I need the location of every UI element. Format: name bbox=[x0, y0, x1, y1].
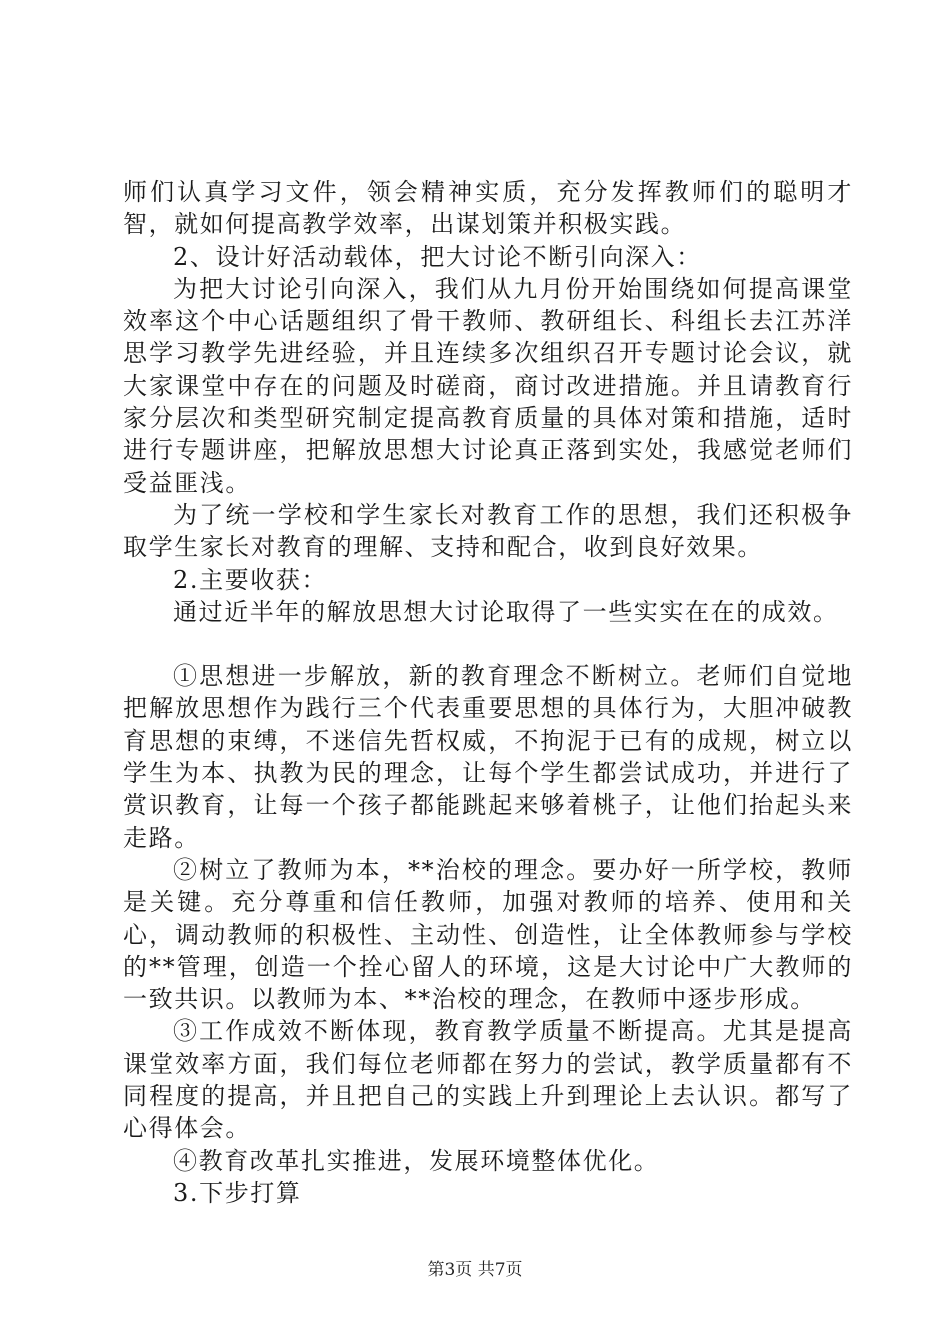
page-number-label: 第3页 共7页 bbox=[427, 1260, 523, 1280]
paragraph-6: 通过近半年的解放思想大讨论取得了一些实实在在的成效。 bbox=[173, 597, 839, 626]
paragraph-item-1: ①思想进一步解放，新的教育理念不断树立。老师们自觉地把解放思想作为践行三个代表重要思想的具体行为，大胆冲破教育思想的束缚，不迷信先哲权威，不拘泥于已有的成规，树立以学生为本、执教为民的理念，让每个学生都尝试成功，并进行了赏识教育，让每一个孩子都能跳起来够着桃子，让他们抬起头来走路。 bbox=[123, 662, 853, 852]
paragraph-item-4: ④教育改革扎实推进，发展环境整体优化。 bbox=[173, 1146, 660, 1175]
paragraph-2: 2、设计好活动载体，把大讨论不断引向深入： bbox=[173, 242, 702, 271]
page-footer bbox=[0, 1255, 950, 1280]
paragraph-1: 师们认真学习文件，领会精神实质，充分发挥教师们的聪明才智，就如何提高教学效率，出谋划策并积极实践。 bbox=[123, 178, 853, 239]
section-heading-main-gains: 2.主要收获： bbox=[173, 565, 328, 594]
paragraph-3: 为把大讨论引向深入，我们从九月份开始围绕如何提高课堂效率这个中心话题组织了骨干教师、教研组长、科组长去江苏洋思学习教学先进经验，并且连续多次组织召开专题讨论会议，就大家课堂中存在的问题及时磋商，商讨改进措施。并且请教育行家分层次和类型研究制定提高教育质量的具体对策和措施，适时进行专题讲座，把解放思想大讨论真正落到实处，我感觉老师们受益匪浅。 bbox=[123, 274, 853, 497]
paragraph-item-3: ③工作成效不断体现，教育教学质量不断提高。尤其是提高课堂效率方面，我们每位老师都在努力的尝试，教学质量都有不同程度的提高，并且把自己的实践上升到理论上去认识。都写了心得体会。 bbox=[123, 1017, 853, 1143]
section-heading-next-steps: 3.下步打算 bbox=[173, 1178, 302, 1207]
document-body bbox=[123, 176, 853, 1209]
paragraph-4: 为了统一学校和学生家长对教育工作的思想，我们还积极争取学生家长对教育的理解、支持和配合，收到良好效果。 bbox=[123, 500, 853, 562]
blank-line bbox=[123, 628, 853, 660]
paragraph-item-2: ②树立了教师为本，**治校的理念。要办好一所学校，教师是关键。充分尊重和信任教师，加强对教师的培养、使用和关心，调动教师的积极性、主动性、创造性，让全体教师参与学校的**管理，创造一个拴心留人的环境，这是大讨论中广大教师的一致共识。以教师为本、**治校的理念，在教师中逐步形成。 bbox=[123, 855, 853, 1014]
